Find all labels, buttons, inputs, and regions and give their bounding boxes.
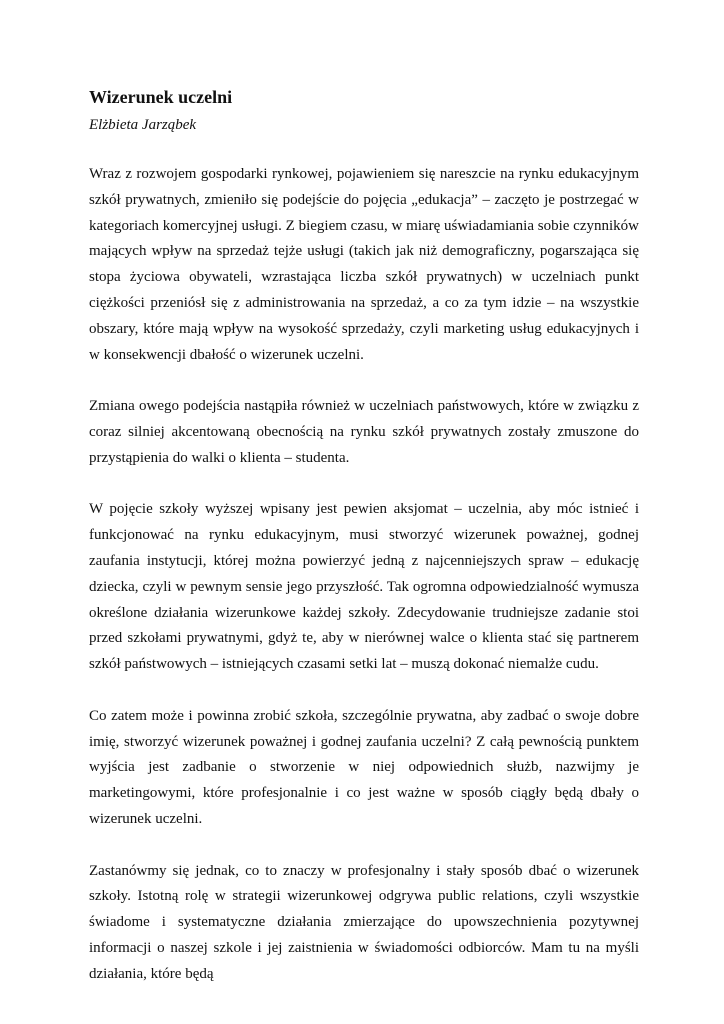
paragraph-4: Co zatem może i powinna zrobić szkoła, szczególnie prywatna, aby zadbać o swoje dobre imię, stworzyć wizerunek poważnej i godnej zaufania uczelni? Z całą pewnością punktem wyjścia jest zadbanie o stworzenie w niej odpowiednich służb, nazwijmy je marketingowymi, które profesjonalnie i co jest ważne w sposób ciągły będą dbały o wizerunek uczelni. xyxy=(89,707,639,827)
paragraph-3: W pojęcie szkoły wyższej wpisany jest pewien aksjomat – uczelnia, aby móc istnieć i funkcjonować na rynku edukacyjnym, musi stworzyć wizerunek poważnej, godnej zaufania instytucji, której można powierzyć jedną z najcenniejszych spraw – edukację dziecka, czyli w pewnym sensie jego przyszłość. Tak ogromna odpowiedzialność wymusza określone działania wizerunkowe każdej szkoły. Zdecydowanie trudniejsze zadanie stoi przed szkołami prywatnymi, gdyż te, aby w nierównej walce o klienta stać się partnerem szkół państwowych – istniejących czasami setki lat – muszą dokonać niemalże cudu. xyxy=(89,501,639,673)
document-title: Wizerunek uczelni xyxy=(89,87,233,107)
paragraph-5: Zastanówmy się jednak, co to znaczy w profesjonalny i stały sposób dbać o wizerunek szkoły. Istotną rolę w strategii wizerunkowej odgrywa public relations, czyli wszystkie świadome i systematyczne działania zmierzające do upowszechnienia pozytywnej informacji o naszej szkole i jej zaistnienia w świadomości odbiorców. Mam tu na myśli działania, które będą xyxy=(89,862,639,982)
paragraph-1: Wraz z rozwojem gospodarki rynkowej, pojawieniem się nareszcie na rynku edukacyjnym szkół prywatnych, zmieniło się podejście do pojęcia „edukacja” – zaczęto je postrzegać w kategoriach komercyjnej usługi. Z biegiem czasu, w miarę uświadamiania sobie czynników mających wpływ na sprzedaż tejże usługi (takich jak niż demograficzny, pogarszająca się stopa życiowa obywateli, wzrastająca liczba szkół prywatnych) w uczelniach punkt ciężkości przeniósł się z administrowania na sprzedaż, a co za tym idzie – na wszystkie obszary, które mają wpływ na wysokość sprzedaży, czyli marketing usług edukacyjnych i w konsekwencji dbałość o wizerunek uczelni. xyxy=(89,166,639,363)
document-body xyxy=(89,84,639,1013)
document-author: Elżbieta Jarząbek xyxy=(89,117,197,133)
paragraph-list xyxy=(89,162,639,988)
paragraph-2: Zmiana owego podejścia nastąpiła również w uczelniach państwowych, które w związku z coraz silniej akcentowaną obecnością na rynku szkół prywatnych zostały zmuszone do przystąpienia do walki o klienta – studenta. xyxy=(89,398,639,466)
